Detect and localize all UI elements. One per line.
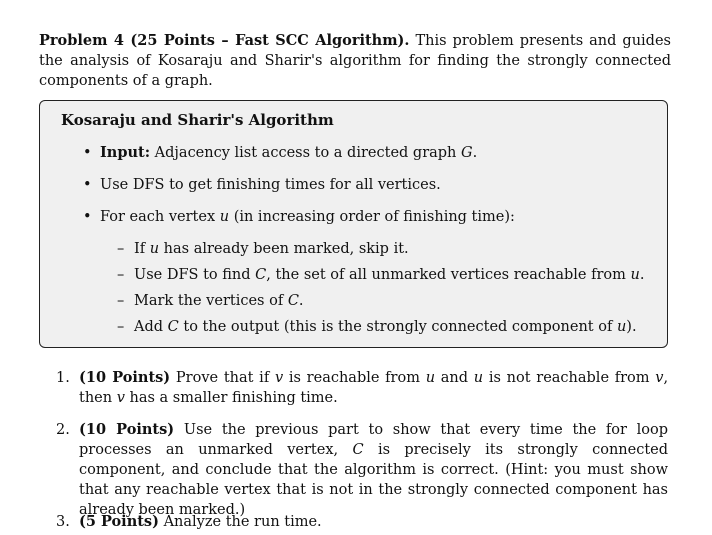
- question-text: [79, 420, 668, 520]
- question-points: (10 Points): [79, 369, 171, 386]
- bullet-dot-icon: •: [83, 209, 92, 225]
- question-fragment: is precisely its strongly connected component, and conclude that the algorithm is correct. (Hint: you must show that any reachable vertex that is not in the strongly connected component has already been marked.): [79, 442, 669, 518]
- math-var: C: [255, 267, 267, 283]
- problem-heading: Problem 4 (25 Points – Fast SCC Algorithm).: [39, 32, 410, 49]
- bullet-text: For each vertex: [100, 209, 216, 225]
- algorithm-title: Kosaraju and Sharir's Algorithm: [61, 111, 334, 129]
- substep-text: , the set of all unmarked vertices reachable from: [266, 267, 626, 283]
- math-var: u: [425, 370, 436, 386]
- question-fragment: has a smaller finishing time.: [129, 390, 338, 406]
- substep-text: Add: [134, 319, 164, 335]
- bullet-text: Use DFS to get finishing times for all vertices.: [100, 177, 441, 193]
- bullet-dot-icon: •: [83, 145, 92, 161]
- math-var: C: [352, 442, 364, 458]
- bullet-tail: .: [472, 145, 478, 161]
- question-points: (10 Points): [79, 421, 175, 438]
- substep-text: ).: [626, 319, 637, 335]
- algorithm-box: [39, 100, 668, 348]
- bullet-label: Input:: [100, 144, 151, 161]
- question-fragment: is reachable from: [288, 370, 420, 386]
- question-fragment: and: [440, 370, 469, 386]
- question-points: (5 Points): [79, 513, 159, 530]
- question-fragment: Analyze the run time.: [163, 514, 322, 530]
- problem-intro: [39, 31, 671, 91]
- math-var: u: [473, 370, 484, 386]
- substep-text: Use DFS to find: [134, 267, 251, 283]
- dash-icon: –: [117, 241, 125, 257]
- substep-text: .: [639, 267, 645, 283]
- math-var: G: [461, 145, 473, 161]
- question-text: [79, 512, 668, 532]
- math-var: u: [630, 267, 640, 283]
- bullet-text: (in increasing order of finishing time):: [233, 209, 515, 225]
- substep-text: If: [134, 241, 146, 257]
- math-var: C: [167, 319, 179, 335]
- question-text: [79, 368, 668, 408]
- bullet-text: Adjacency list access to a directed graph: [154, 145, 457, 161]
- math-var: v: [274, 370, 284, 386]
- math-var: u: [219, 209, 230, 225]
- question-number: 3.: [56, 514, 70, 530]
- question-fragment: , then: [79, 370, 669, 406]
- math-var: C: [287, 293, 299, 309]
- question-fragment: is not reachable from: [488, 370, 650, 386]
- substep-text: to the output (this is the strongly connected component of: [183, 319, 613, 335]
- substep-text: Mark the vertices of: [134, 293, 284, 309]
- math-var: u: [149, 241, 160, 257]
- substep-text: .: [298, 293, 304, 309]
- problem-intro-text: This problem presents and guides the analysis of Kosaraju and Sharir's algorithm for finding the strongly connected components of a graph.: [39, 33, 671, 89]
- bullet-dot-icon: •: [83, 177, 92, 193]
- dash-icon: –: [117, 293, 125, 309]
- question-number: 1.: [56, 370, 70, 386]
- question-fragment: Use the previous part to show that every time the for loop processes an unmarked vertex,: [79, 422, 669, 458]
- math-var: v: [116, 390, 125, 406]
- question-fragment: Prove that if: [175, 370, 270, 386]
- substep-text: has already been marked, skip it.: [163, 241, 409, 257]
- dash-icon: –: [117, 319, 125, 335]
- question-number: 2.: [56, 422, 70, 438]
- math-var: u: [616, 319, 627, 335]
- math-var: v: [655, 370, 664, 386]
- dash-icon: –: [117, 267, 125, 283]
